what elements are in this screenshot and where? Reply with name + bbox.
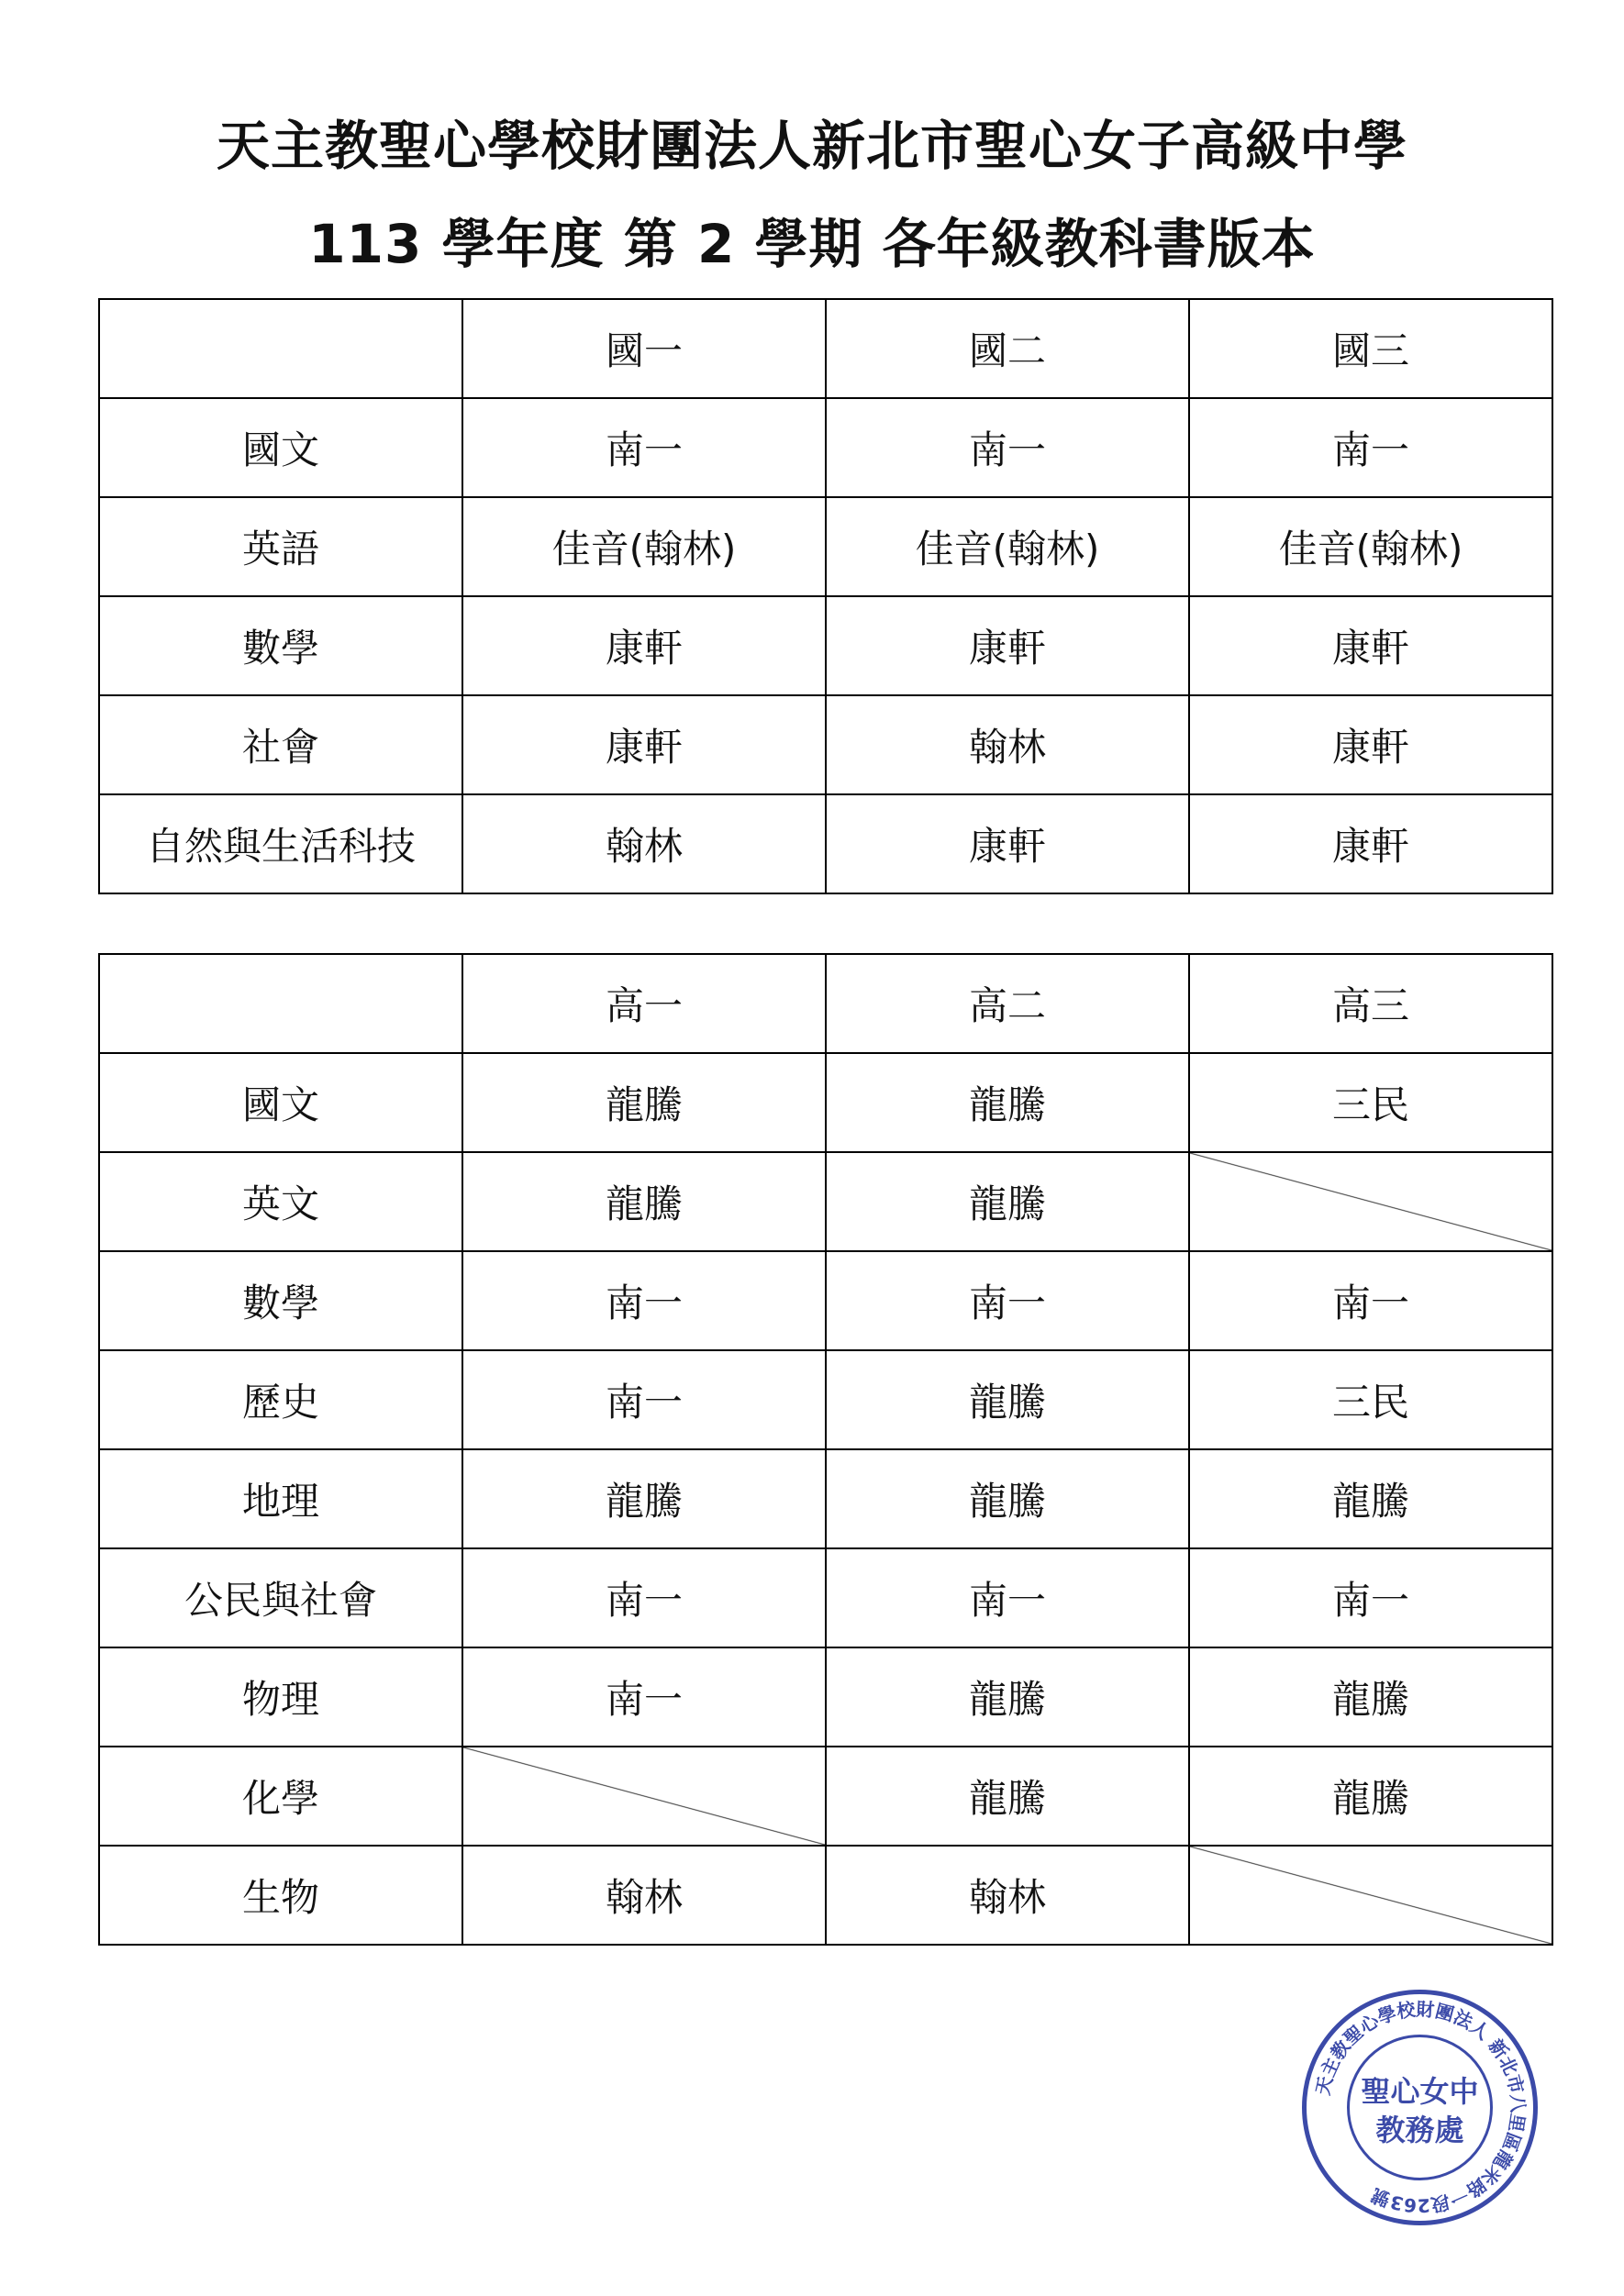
table-header-row bbox=[99, 299, 1552, 398]
subject-cell: 國文 bbox=[99, 398, 462, 497]
publisher-cell: 南一 bbox=[462, 1548, 826, 1647]
publisher-cell: 三民 bbox=[1189, 1350, 1552, 1449]
table-row bbox=[99, 1747, 1552, 1846]
table-header-row bbox=[99, 954, 1552, 1053]
table-row bbox=[99, 1846, 1552, 1945]
not-offered-cell bbox=[1189, 1152, 1552, 1251]
table-row bbox=[99, 596, 1552, 695]
table-row bbox=[99, 497, 1552, 596]
publisher-cell: 翰林 bbox=[462, 1846, 826, 1945]
publisher-cell: 龍騰 bbox=[826, 1350, 1189, 1449]
publisher-cell: 南一 bbox=[826, 398, 1189, 497]
table-row bbox=[99, 1647, 1552, 1747]
publisher-cell: 佳音(翰林) bbox=[826, 497, 1189, 596]
publisher-cell: 龍騰 bbox=[462, 1053, 826, 1152]
subject-cell: 地理 bbox=[99, 1449, 462, 1548]
publisher-cell: 南一 bbox=[826, 1251, 1189, 1350]
header-cell-grade: 國三 bbox=[1189, 299, 1552, 398]
publisher-cell: 南一 bbox=[462, 1350, 826, 1449]
publisher-cell: 翰林 bbox=[826, 695, 1189, 794]
publisher-cell: 龍騰 bbox=[1189, 1747, 1552, 1846]
header-cell-grade: 高二 bbox=[826, 954, 1189, 1053]
publisher-cell: 康軒 bbox=[1189, 695, 1552, 794]
publisher-cell: 翰林 bbox=[826, 1846, 1189, 1945]
subject-cell: 英文 bbox=[99, 1152, 462, 1251]
senior-high-textbook-table bbox=[98, 953, 1553, 1946]
publisher-cell: 南一 bbox=[1189, 1251, 1552, 1350]
publisher-cell: 康軒 bbox=[462, 695, 826, 794]
publisher-cell: 南一 bbox=[462, 1251, 826, 1350]
publisher-cell: 佳音(翰林) bbox=[1189, 497, 1552, 596]
publisher-cell: 南一 bbox=[462, 1647, 826, 1747]
table-row bbox=[99, 1449, 1552, 1548]
publisher-cell: 龍騰 bbox=[826, 1053, 1189, 1152]
publisher-cell: 龍騰 bbox=[1189, 1647, 1552, 1747]
table-row bbox=[99, 1350, 1552, 1449]
subject-cell: 數學 bbox=[99, 596, 462, 695]
publisher-cell: 南一 bbox=[1189, 1548, 1552, 1647]
table-row bbox=[99, 794, 1552, 893]
subject-cell: 數學 bbox=[99, 1251, 462, 1350]
header-cell-grade: 國二 bbox=[826, 299, 1189, 398]
publisher-cell: 佳音(翰林) bbox=[462, 497, 826, 596]
subject-cell: 英語 bbox=[99, 497, 462, 596]
seal-center-line1: 聖心女中 bbox=[1361, 2074, 1479, 2109]
publisher-cell: 龍騰 bbox=[826, 1152, 1189, 1251]
subject-cell: 公民與社會 bbox=[99, 1548, 462, 1647]
not-offered-cell bbox=[462, 1747, 826, 1846]
publisher-cell: 康軒 bbox=[462, 596, 826, 695]
subject-cell: 國文 bbox=[99, 1053, 462, 1152]
table-row bbox=[99, 1152, 1552, 1251]
publisher-cell: 龍騰 bbox=[826, 1449, 1189, 1548]
publisher-cell: 龍騰 bbox=[462, 1449, 826, 1548]
publisher-cell: 龍騰 bbox=[826, 1647, 1189, 1747]
seal-center-line2: 教務處 bbox=[1375, 2113, 1464, 2147]
seal-ring-text: 天主教聖心學校財團法人 新北市八里區龍米路一段263號 bbox=[1311, 1998, 1529, 2217]
publisher-cell: 南一 bbox=[826, 1548, 1189, 1647]
page-title: 天主教聖心學校財團法人新北市聖心女子高級中學 bbox=[216, 115, 1407, 177]
publisher-cell: 南一 bbox=[462, 398, 826, 497]
header-cell-grade: 高三 bbox=[1189, 954, 1552, 1053]
table-row bbox=[99, 1053, 1552, 1152]
table-row bbox=[99, 398, 1552, 497]
publisher-cell: 康軒 bbox=[826, 794, 1189, 893]
publisher-cell: 龍騰 bbox=[1189, 1449, 1552, 1548]
not-offered-cell bbox=[1189, 1846, 1552, 1945]
publisher-cell: 康軒 bbox=[1189, 596, 1552, 695]
header-cell-empty bbox=[99, 954, 462, 1053]
header-cell-grade: 國一 bbox=[462, 299, 826, 398]
table-row bbox=[99, 1548, 1552, 1647]
publisher-cell: 龍騰 bbox=[462, 1152, 826, 1251]
publisher-cell: 南一 bbox=[1189, 398, 1552, 497]
subject-cell: 自然與生活科技 bbox=[99, 794, 462, 893]
publisher-cell: 翰林 bbox=[462, 794, 826, 893]
publisher-cell: 龍騰 bbox=[826, 1747, 1189, 1846]
page-subtitle: 113 學年度 第 2 學期 各年級教科書版本 bbox=[308, 213, 1316, 275]
publisher-cell: 康軒 bbox=[826, 596, 1189, 695]
subject-cell: 生物 bbox=[99, 1846, 462, 1945]
subject-cell: 物理 bbox=[99, 1647, 462, 1747]
junior-high-textbook-table bbox=[98, 298, 1553, 894]
header-cell-empty bbox=[99, 299, 462, 398]
subject-cell: 歷史 bbox=[99, 1350, 462, 1449]
subject-cell: 社會 bbox=[99, 695, 462, 794]
table-row bbox=[99, 1251, 1552, 1350]
header-cell-grade: 高一 bbox=[462, 954, 826, 1053]
table-row bbox=[99, 695, 1552, 794]
subject-cell: 化學 bbox=[99, 1747, 462, 1846]
publisher-cell: 三民 bbox=[1189, 1053, 1552, 1152]
school-seal-stamp bbox=[1298, 1986, 1541, 2229]
publisher-cell: 康軒 bbox=[1189, 794, 1552, 893]
